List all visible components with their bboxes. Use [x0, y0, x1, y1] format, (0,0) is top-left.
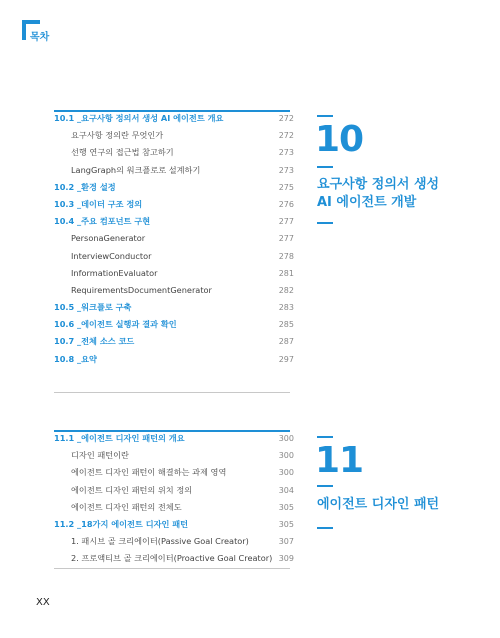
toc-entry-title: RequirementsDocumentGenerator	[71, 284, 212, 295]
toc-entry-page: 281	[278, 268, 294, 278]
toc-section-entry[interactable]	[54, 110, 294, 127]
toc-entry-title: InformationEvaluator	[71, 267, 158, 278]
toc-label: 목차	[30, 32, 50, 43]
chapter10-title-line2: AI 에이전트 개발	[317, 195, 417, 210]
toc-subsection-entry[interactable]	[54, 499, 294, 516]
chapter11-mid-dash	[317, 485, 333, 487]
toc-subsection-entry[interactable]	[54, 144, 294, 161]
chapter11-bottom-dash	[317, 527, 333, 529]
toc-subsection-entry[interactable]	[54, 265, 294, 282]
toc-subsection-entry[interactable]	[54, 248, 294, 265]
toc-entry-title: 2. 프로액티브 골 크리에이터(Proactive Goal Creator)	[71, 553, 273, 564]
toc-subsection-entry[interactable]	[54, 447, 294, 464]
toc-section-entry[interactable]	[54, 430, 294, 447]
toc-section-entry[interactable]	[54, 179, 294, 196]
toc-section-entry[interactable]	[54, 316, 294, 333]
toc-entry-title: 선행 연구의 접근법 참고하기	[71, 147, 174, 158]
toc-entry-title: 10.3 _데이터 구조 정의	[54, 198, 143, 209]
chapter11-number: 11	[315, 440, 364, 481]
toc-entry-page: 273	[278, 165, 294, 175]
toc-subsection-entry[interactable]	[54, 533, 294, 550]
toc-subsection-entry[interactable]	[54, 482, 294, 499]
toc-entry-page: 285	[278, 320, 294, 330]
chapter11-top-dash	[317, 436, 333, 438]
toc-entry-page: 300	[278, 468, 294, 478]
page-number: XX	[36, 597, 50, 608]
toc-entry-page: 305	[278, 519, 294, 529]
toc-subsection-entry[interactable]	[54, 230, 294, 247]
toc-entry-page: 277	[278, 234, 294, 244]
toc-entry-page: 297	[278, 354, 294, 364]
toc-entry-title: 에이전트 디자인 패턴이 해결하는 과제 영역	[71, 467, 227, 478]
toc-entry-title: 에이전트 디자인 패턴의 위치 정의	[71, 484, 193, 495]
toc-entry-title: 10.8 _요약	[54, 353, 97, 364]
toc-section-entry[interactable]	[54, 213, 294, 230]
toc-subsection-entry[interactable]	[54, 162, 294, 179]
toc-section-entry[interactable]	[54, 333, 294, 350]
toc-entry-title: 10.4 _주요 컴포넌트 구현	[54, 216, 151, 227]
chapter10-bottom-dash	[317, 222, 333, 224]
toc-entry-title: 1. 패시브 골 크리에이터(Passive Goal Creator)	[71, 536, 249, 547]
toc-entry-page: 307	[278, 537, 294, 547]
toc-entry-title: 10.7 _전체 소스 코드	[54, 336, 135, 347]
toc-entry-title: 11.2 _18가지 에이전트 디자인 패턴	[54, 518, 189, 529]
toc-entry-page: 275	[278, 182, 294, 192]
toc-entry-page: 272	[278, 114, 294, 123]
toc-entry-title: 에이전트 디자인 패턴의 전체도	[71, 501, 182, 512]
chapter11-toc-list	[54, 430, 294, 568]
toc-section-entry[interactable]	[54, 196, 294, 213]
chapter10-toc-list	[54, 110, 294, 368]
toc-subsection-entry[interactable]	[54, 550, 294, 567]
toc-section-entry[interactable]	[54, 351, 294, 368]
toc-entry-title: 10.6 _에이전트 실행과 결과 확인	[54, 319, 177, 330]
chapter11-bottom-rule	[54, 568, 290, 569]
toc-entry-page: 304	[278, 485, 294, 495]
toc-entry-page: 278	[278, 251, 294, 261]
toc-subsection-entry[interactable]	[54, 464, 294, 481]
chapter10-title-line1: 요구사항 정의서 생성	[317, 177, 440, 192]
chapter10-bottom-rule	[54, 392, 290, 393]
toc-entry-page: 300	[278, 451, 294, 461]
toc-entry-title: 요구사항 정의란 무엇인가	[71, 130, 164, 141]
toc-entry-page: 277	[278, 217, 294, 227]
toc-entry-title: InterviewConductor	[71, 250, 152, 261]
toc-section-entry[interactable]	[54, 299, 294, 316]
chapter10-number: 10	[315, 119, 364, 160]
chapter10-top-dash	[317, 115, 333, 117]
chapter10-mid-dash	[317, 166, 333, 168]
toc-section-entry[interactable]	[54, 516, 294, 533]
toc-entry-page: 309	[278, 554, 294, 564]
toc-entry-page: 282	[278, 285, 294, 295]
toc-entry-page: 276	[278, 199, 294, 209]
toc-entry-page: 283	[278, 303, 294, 313]
toc-entry-page: 287	[278, 337, 294, 347]
toc-entry-title: LangGraph의 워크플로로 설계하기	[71, 164, 201, 175]
toc-entry-title: PersonaGenerator	[71, 233, 146, 244]
chapter11-title-line1: 에이전트 디자인 패턴	[317, 497, 440, 512]
toc-entry-title: 10.5 _워크플로 구축	[54, 302, 132, 313]
toc-entry-title: 10.2 _환경 설정	[54, 181, 116, 192]
toc-entry-page: 305	[278, 502, 294, 512]
toc-entry-title: 10.1 _요구사항 정의서 생성 AI 에이전트 개요	[54, 113, 224, 123]
toc-entry-page: 300	[278, 434, 294, 443]
toc-entry-page: 272	[278, 131, 294, 141]
toc-subsection-entry[interactable]	[54, 282, 294, 299]
toc-entry-title: 11.1 _에이전트 디자인 패턴의 개요	[54, 433, 185, 443]
toc-subsection-entry[interactable]	[54, 127, 294, 144]
toc-entry-title: 디자인 패턴이란	[71, 450, 129, 461]
toc-entry-page: 273	[278, 148, 294, 158]
